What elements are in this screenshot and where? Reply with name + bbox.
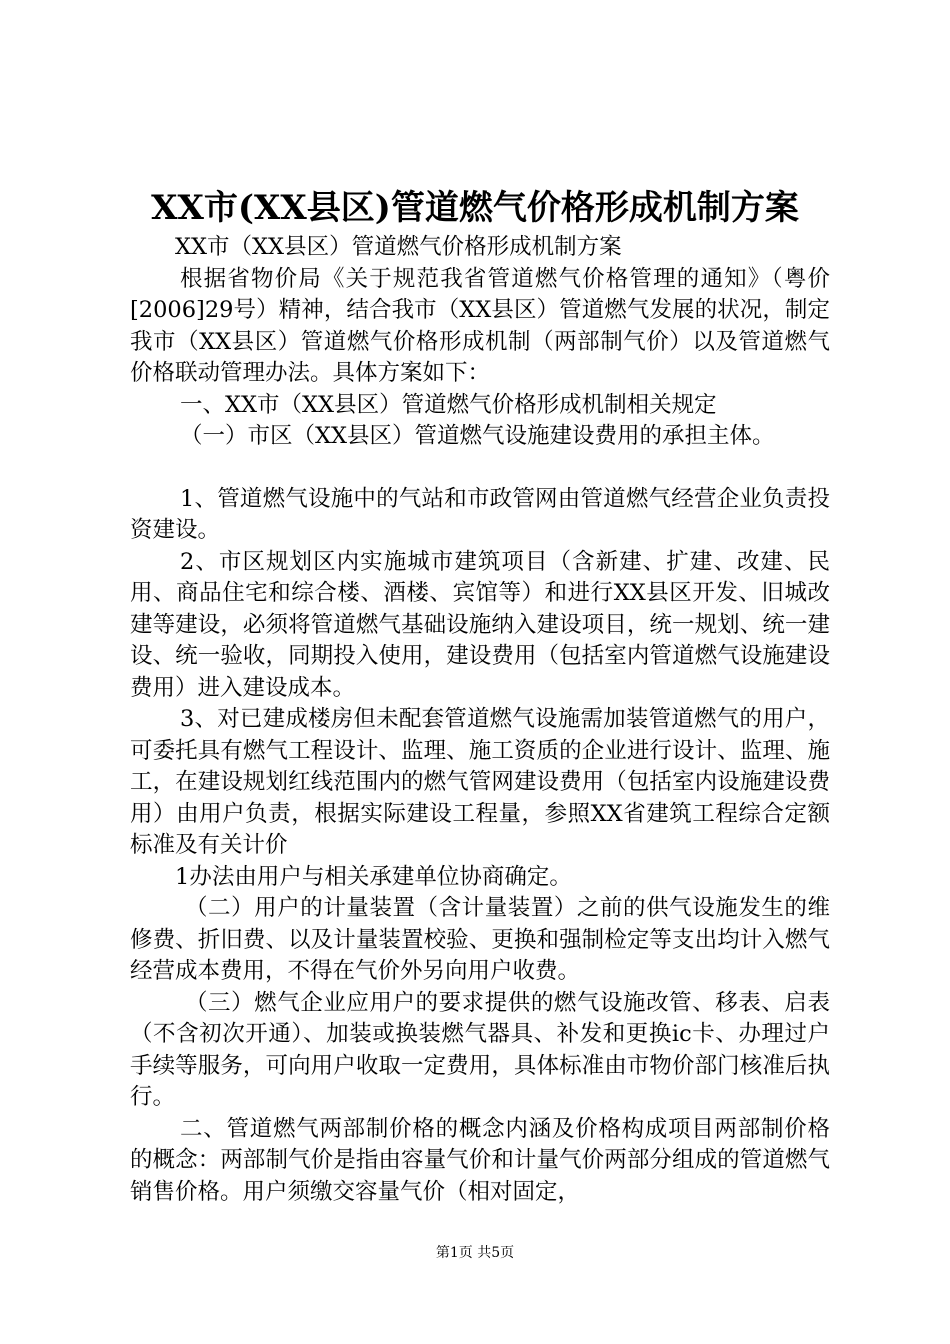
body-paragraph: 1办法由用户与相关承建单位协商确定。 xyxy=(175,863,572,890)
subsection-heading: （一）市区（XX县区）管道燃气设施建设费用的承担主体。 xyxy=(180,423,775,449)
subsection-paragraph: （三）燃气企业应用户的要求提供的燃气设施改管、移表、启表（不含初次开通）、加装或换装燃气器具、补发和更换ic卡、办理过户手续等服务，可向用户收取一定费用，具体标准由市物价部门核准后执行。 xyxy=(130,989,830,1110)
section-heading: 一、XX市（XX县区）管道燃气价格形成机制相关规定 xyxy=(180,391,717,418)
page-title: XX市(XX县区)管道燃气价格形成机制方案 xyxy=(151,188,799,228)
document-body xyxy=(130,232,830,1208)
body-paragraph: 1、管道燃气设施中的气站和市政管网由管道燃气经营企业负责投资建设。 xyxy=(130,485,830,543)
page-footer: 第1页 共5页 xyxy=(435,1245,515,1261)
body-paragraph: 根据省物价局《关于规范我省管道燃气价格管理的通知》（粤价[2006]29号）精神，结合我市（XX县区）管道燃气发展的状况，制定我市（XX县区）管道燃气价格形成机制（两部制气价）以及管道燃气价格联动管理办法。具体方案如下： xyxy=(130,265,830,386)
body-paragraph: 2、市区规划区内实施城市建筑项目（含新建、扩建、改建、民用、商品住宅和综合楼、酒楼、宾馆等）和进行XX县区开发、旧城改建等建设，必须将管道燃气基础设施纳入建设项目，统一规划、统一建设、统一验收，同期投入使用，建设费用（包括室内管道燃气设施建设费用）进入建设成本。 xyxy=(130,548,830,701)
blank-line xyxy=(130,453,830,484)
subtitle-paragraph: XX市（XX县区）管道燃气价格形成机制方案 xyxy=(175,234,622,260)
body-paragraph: 3、对已建成楼房但未配套管道燃气设施需加装管道燃气的用户，可委托具有燃气工程设计、监理、施工资质的企业进行设计、监理、施工，在建设规划红线范围内的燃气管网建设费用（包括室内设施建设费用）由用户负责，根据实际建设工程量，参照XX省建筑工程综合定额标准及有关计价 xyxy=(130,706,830,858)
section-paragraph: 二、管道燃气两部制价格的概念内涵及价格构成项目两部制价格的概念：两部制气价是指由容量气价和计量气价两部分组成的管道燃气销售价格。用户须缴交容量气价（相对固定， xyxy=(130,1115,830,1205)
subsection-paragraph: （二）用户的计量装置（含计量装置）之前的供气设施发生的维修费、折旧费、以及计量装置校验、更换和强制检定等支出均计入燃气经营成本费用，不得在气价外另向用户收费。 xyxy=(130,895,830,984)
